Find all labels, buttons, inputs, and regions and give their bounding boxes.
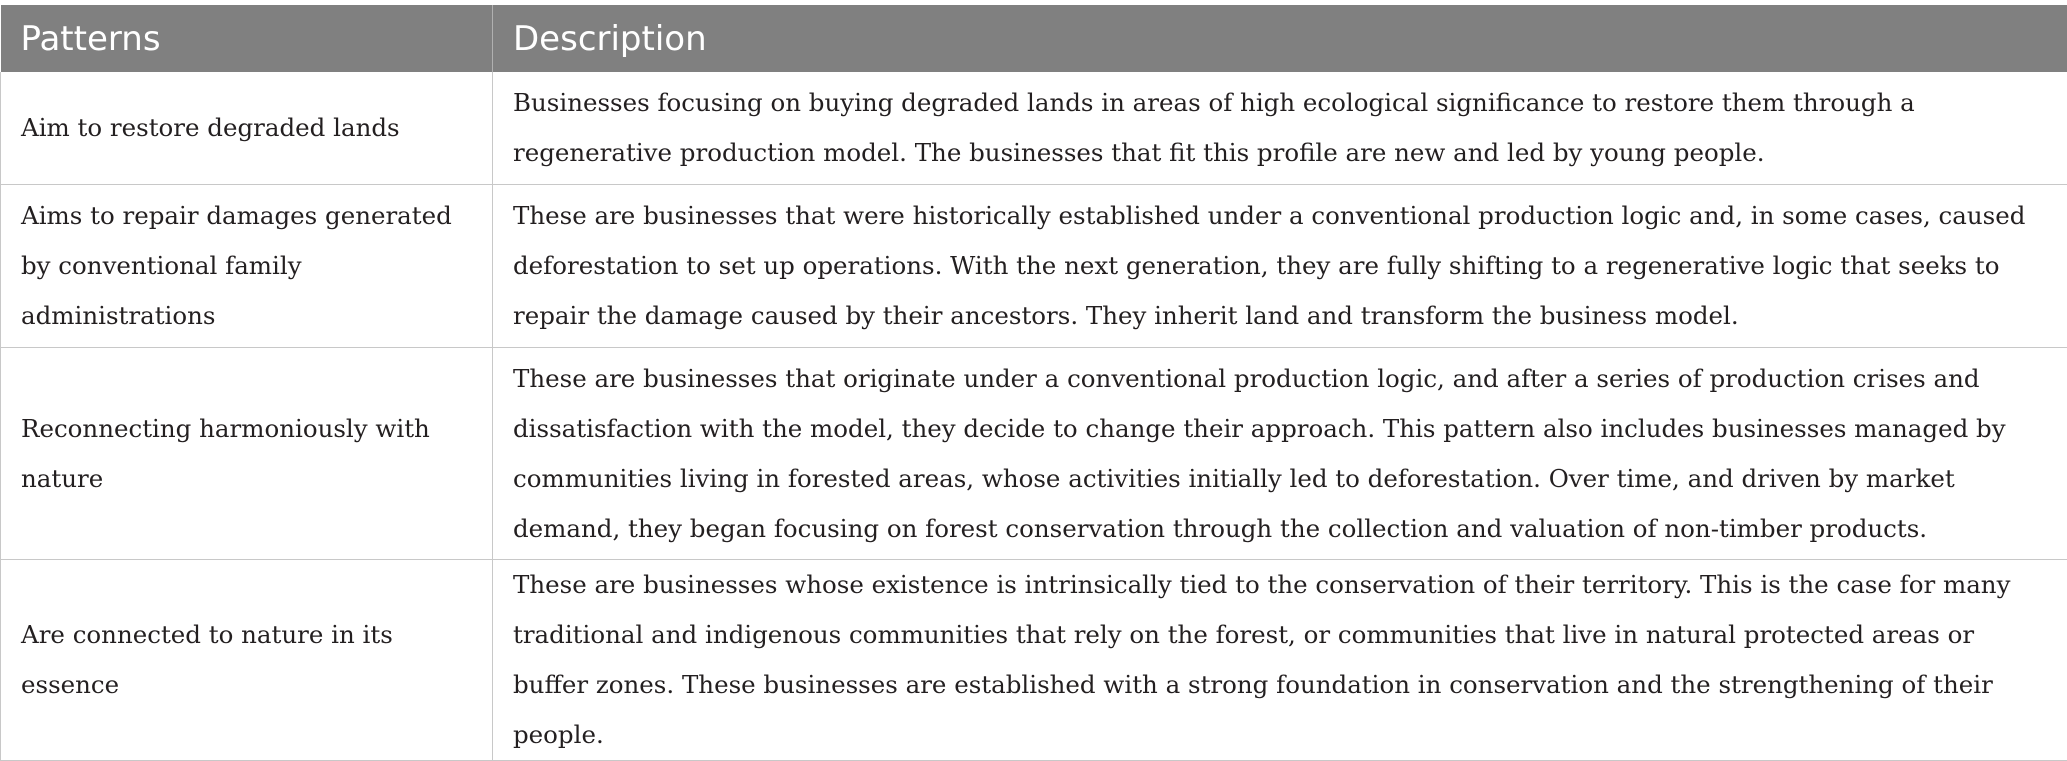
table-row [1, 72, 2067, 185]
table-body [1, 72, 2067, 761]
header-description: Description [493, 5, 2067, 72]
description-cell: Businesses focusing on buying degraded lands in areas of high ecological significance to restore them through a regenerative production model. The businesses that fit this profile are new and led by young people. [493, 72, 2067, 185]
description-cell: These are businesses that originate under a conventional production logic, and after a series of production crises and dissatisfaction with the model, they decide to change their approach. This pattern also includes businesses managed by communities living in forested areas, whose activities initially led to deforestation. Over time, and driven by market demand, they began focusing on forest conservation through the collection and valuation of non-timber products. [493, 348, 2067, 560]
pattern-cell: Reconnecting harmoniously with nature [1, 348, 493, 560]
table-row [1, 348, 2067, 560]
pattern-cell: Are connected to nature in its essence [1, 560, 493, 761]
patterns-table [0, 5, 2067, 761]
table-row [1, 560, 2067, 761]
header-row [1, 5, 2067, 72]
description-cell: These are businesses that were historically established under a conventional production logic and, in some cases, caused deforestation to set up operations. With the next generation, they are fully shifting to a regenerative logic that seeks to repair the damage caused by their ancestors. They inherit land and transform the business model. [493, 185, 2067, 348]
table-header [1, 5, 2067, 72]
table-row [1, 185, 2067, 348]
pattern-cell: Aims to repair damages generated by conventional family administrations [1, 185, 493, 348]
pattern-cell: Aim to restore degraded lands [1, 72, 493, 185]
header-patterns: Patterns [1, 5, 493, 72]
description-cell: These are businesses whose existence is intrinsically tied to the conservation of their territory. This is the case for many traditional and indigenous communities that rely on the forest, or communities that live in natural protected areas or buffer zones. These businesses are established with a strong foundation in conservation and the strengthening of their people. [493, 560, 2067, 761]
patterns-table-container [0, 5, 2067, 761]
